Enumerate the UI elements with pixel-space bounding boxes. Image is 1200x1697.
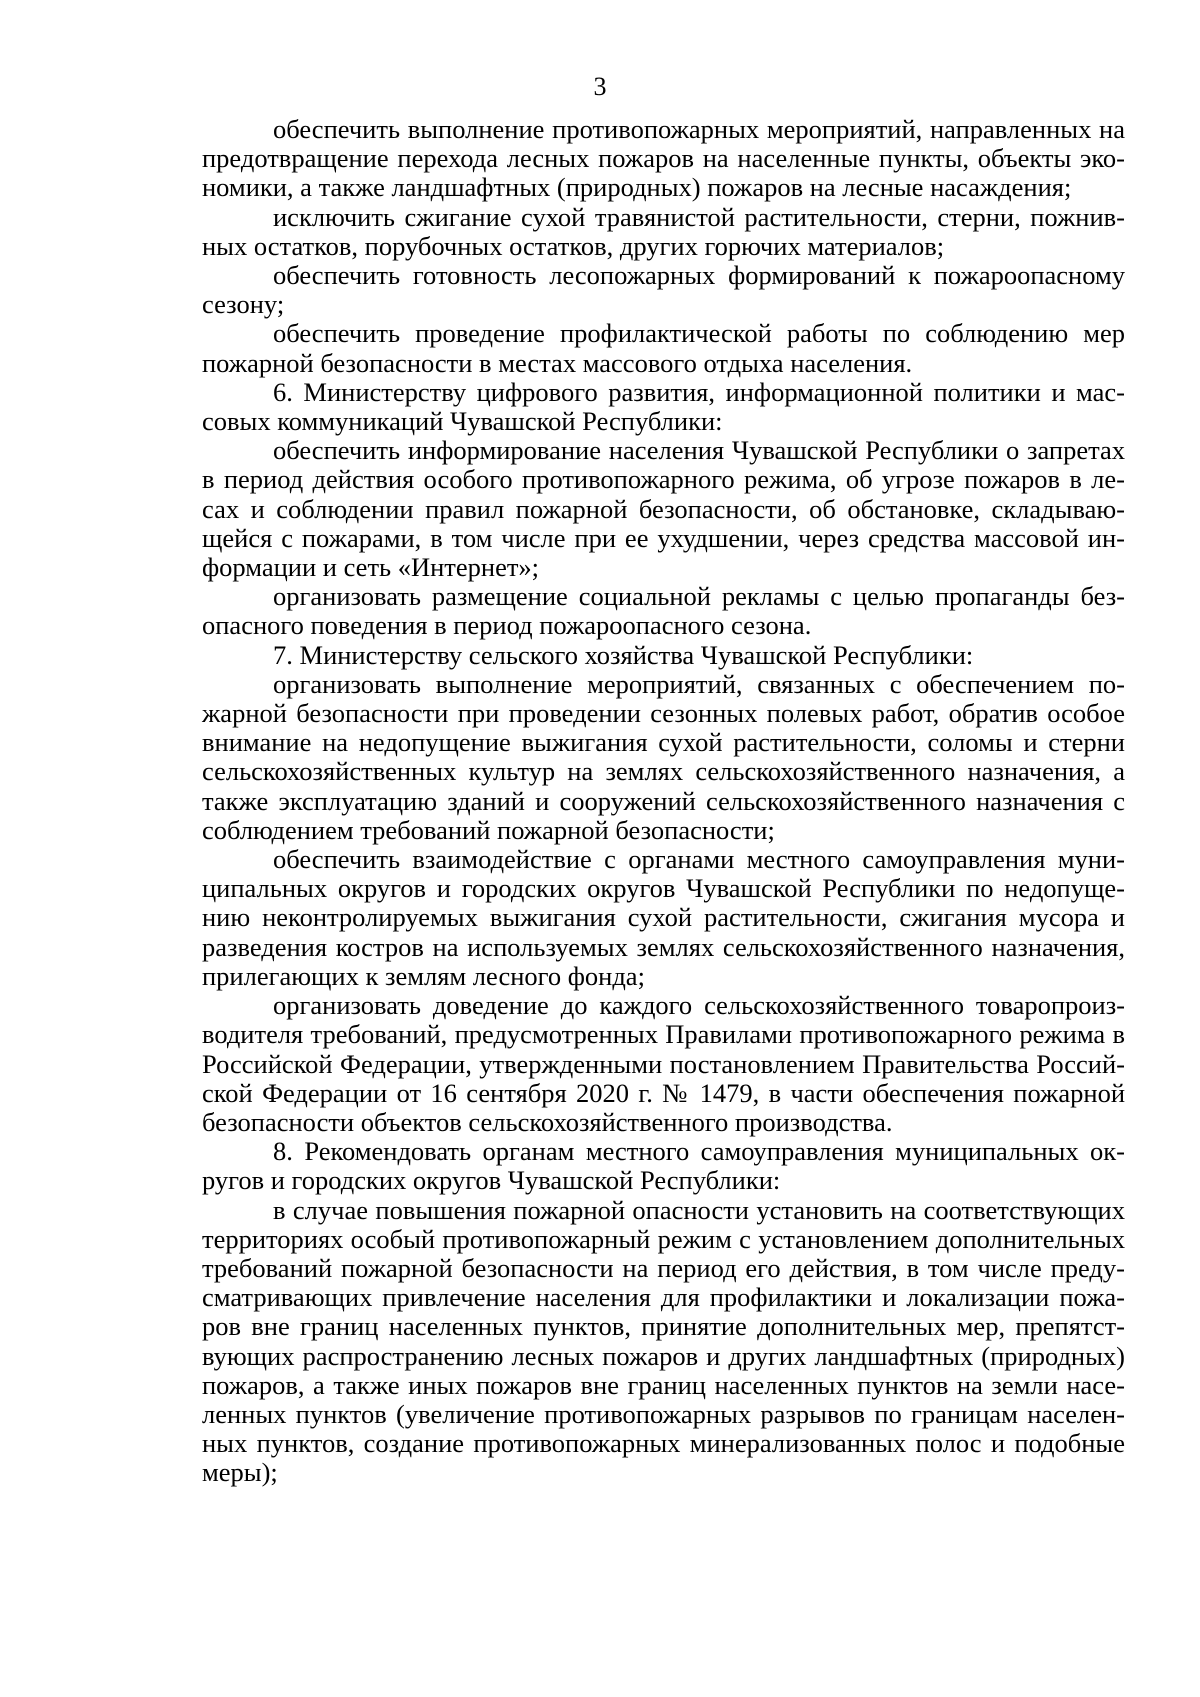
paragraph-forest-fire-units-readiness: обеспечить готовность лесопожарных формирований к пожароопасному сезону; <box>202 260 1125 320</box>
paragraph-field-work-safety: организовать выполнение мероприятий, связанных с обеспечением пожарной безопасности при проведении сезонных полевых работ, обратив особое внимание на недопущение выжигания сухой растительности, соломы и стерни сельскохозяйственных культур на землях сельскохозяйственного назначения, а также эксплуатацию зданий и сооружений сельскохозяйственного назначения с соблюдением требований пожарной безопасности; <box>202 668 1125 845</box>
paragraph-producer-requirements: организовать доведение до каждого сельскохозяйственного товаропроизводителя требований, предусмотренных Правилами противопожарного режима в Российской Федерации, утвержденными постановлением Правительства Российской Федерации от 16 сентября 2020 г. № 1479, в части обеспечения пожарной безопасности объектов сельскохозяйственного производства. <box>202 990 1125 1137</box>
paragraph-municipal-interaction: обеспечить взаимодействие с органами местного самоуправления муниципальных округов и городских округов Чувашской Республики по недопущению неконтролируемых выжигания сухой растительности, сжигания мусора и разведения костров на используемых землях сельскохозяйственного назначения, прилегающих к землям лесного фонда; <box>202 844 1125 991</box>
paragraph-social-advertising: организовать размещение социальной рекламы с целью пропаганды безопасного поведения в период пожароопасного сезона. <box>202 581 1125 641</box>
document-body <box>202 115 1125 1488</box>
paragraph-special-fire-regime: в случае повышения пожарной опасности установить на соответствующих территориях особый противопожарный режим с установлением дополнительных требований пожарной безопасности на период его действия, в том числе предусматривающих привлечение населения для профилактики и локализации пожаров вне границ населенных пунктов, принятие дополнительных мер, препятствующих распространению лесных пожаров и других ландшафтных (природных) пожаров, а также иных пожаров вне границ населенных пунктов на земли населенных пунктов (увеличение противопожарных разрывов по границам населенных пунктов, создание противопожарных минерализованных полос и подобные меры); <box>202 1194 1125 1488</box>
paragraph-item-7-heading: 7. Министерству сельского хозяйства Чувашской Республики: <box>273 639 974 670</box>
paragraph-exclude-burning: исключить сжигание сухой травянистой растительности, стерни, пожнивных остатков, порубочных остатков, других горючих материалов; <box>202 201 1125 261</box>
paragraph-item-6-heading: 6. Министерству цифрового развития, информационной политики и массовых коммуникаций Чувашской Республики: <box>202 376 1125 437</box>
paragraph-inform-population: обеспечить информирование населения Чувашской Республики о запретах в период действия особого противопожарного режима, об угрозе пожаров в лесах и соблюдении правил пожарной безопасности, об обстановке, складывающейся с пожарами, в том числе при ее ухудшении, через средства массовой информации и сеть «Интернет»; <box>202 435 1125 583</box>
paragraph-prevention-work: обеспечить проведение профилактической работы по соблюдению мер пожарной безопасности в местах массового отдыха населения. <box>202 318 1125 378</box>
page-number: 3 <box>593 72 607 101</box>
paragraph-fire-prevention-measures: обеспечить выполнение противопожарных мероприятий, направленных на предотвращение перехода лесных пожаров на населенные пункты, объекты экономики, а также ландшафтных (природных) пожаров на лесные насаждения; <box>202 114 1125 203</box>
paragraph-item-8-heading: 8. Рекомендовать органам местного самоуправления муниципальных округов и городских округов Чувашской Республики: <box>202 1136 1125 1196</box>
